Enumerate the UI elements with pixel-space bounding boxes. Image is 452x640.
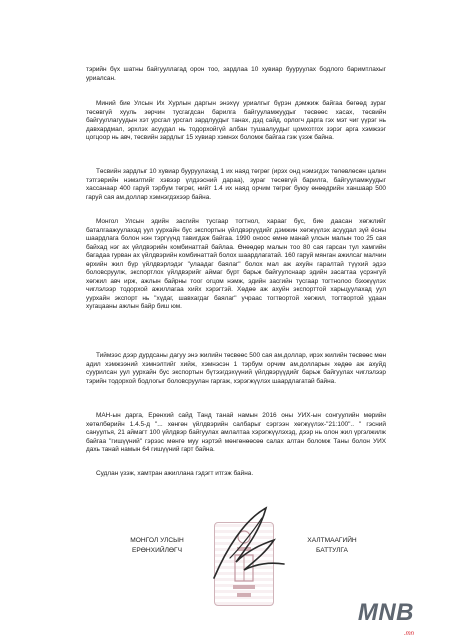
signatory-title-line-1: МОНГОЛ УЛСЫН	[130, 537, 184, 544]
paragraph-3: Төсвийн зардлыг 10 хувиар бууруулахад 1 их наяд төгрөг (ирэх онд нэмэгдэх төлөвлөсөн цалин тэтгэврийн нэмэлтийг хэвээр үлдээсний дараа), зураг төсөвгүй барилга, байгууламжуудыг хассанаар 400 гаруй тэрбум төгрөг, нийт 1.4 их наяд орчим төгрөг буюу өнөөдрийн ханшаар 500 гаруй сая ам.доллар хэмнэгдэхээр байна.	[86, 168, 386, 201]
paragraph-5: Тиймээс дээр дурдсаны дагуу энэ жилийн төсвөөс 500 сая ам.доллар, ирэх жилийн төсвөөс мөн адил хэмжээний хэмнэлтийг хийж, хэмнэсэн 1 тэрбум орчим ам.долларын хөдөө аж ахуйд суурилсан уул уурхайн бус экспортын бүтээгдэхүүний үйлдвэрүүдийг барьж байгуулах чиглэлээр тэрийн тодорхой бодлогыг боловсруулан гаргаж, хэрэгжүүлэх шаардлагатай байна.	[86, 352, 386, 385]
signatory-name-line-1: ХАЛТМААГИЙН	[307, 537, 357, 544]
signatory-title-line-2: ЕРӨНХИЙЛӨГЧ	[132, 546, 182, 554]
mnb-logo-text: MNB	[357, 599, 414, 626]
paragraph-6: МАН-ын дарга, Ерөнхий сайд Танд танай намын 2016 оны УИХ-ын сонгуулийн мөрийн хөтөлбөрийн 1.4.5-д "... хөнгөн үйлдвэрийн салбарыг сэргээн хөгжүүлэх-"21:100".. " гэсний сануулъя, 21 аймагт 100 үйлдвэр байгуулах амлалтаа хэрэгжүүлэхэд, дээр нь олон жил үргэлжилж байгаа "гишүүний" гэрээс мөнгө муу нэртэй мөнгөнөөсөө салах алтан боломж Таны болон УИХ дахь танай намын 64 гишүүний гарт байна.	[86, 412, 386, 454]
mnb-logo-domain: .mn	[403, 631, 414, 637]
signatory-name	[292, 536, 372, 555]
signatory-name-line-2: БАТТУЛГА	[316, 546, 348, 554]
paragraph-4: Монгол Улсын эдийн засгийн тусгаар тогтнол, харааг бус, бие даасан хөгжлийг баталгаажуулахад уул уурхайн бус экспортын үйлдвэрүүдийг дэмжин хөгжүүлэх асуудал зүй ёсны шаардлага болон нэн тэргүүнд тавигдаж байгаа. 1990 оноос өмнө манай улсын малын тоо 25 сая байхад нэг ах үйлдвэрийн комбинаттай байлаа. Өнөөдөр малын тоо 80 сая гарсан тул хамгийн багадаа гурван ах үйлдвэрийн комбинаттай болох шаардлагатай. 160 гаруй мянган ажилсаг малчин өрхийн жил бүр үйлдвэрлэдэг "улаадаг баялаг" болох мал аж ахуйн гаралтай түүхий эдээ боловсруулж, экспортлох үйлдвэрийг аймаг бүрт барьж байгуулснаар эдийн засагтаа үсрэнгүй хөгжил авч ирж, ажлын байрны тоог огцом нэмж, эдийн засгийн тусгаар тогтнолоо бэхжүүлэх чиглэлээр тодорхой ажиллагаа хийх хэрэгтэй. Хөдөө аж ахуйн экспорттой харьцуулахад уул уурхайн экспорт нь "хүдаг, шавхагдаг баялаг" учраас тогтвортой хөгжил, тогтвортой удаан хугацааны ажлын байр биш юм.	[86, 218, 386, 311]
paragraph-7: Судлан үзэж, хамтран ажиллана гэдэгт итгэж байна.	[96, 470, 254, 477]
mnb-watermark-logo	[350, 598, 420, 638]
handwritten-signature	[196, 500, 296, 592]
signatory-title	[112, 536, 202, 555]
paragraph-2: Миний бие Улсын Их Хурлын даргын энэхүү уриалгыг бүрэн дэмжиж байгаа бөгөөд зураг төсөвгүй хууль зөрчин тусгагдсан барилга байгууламжуудыг төсвөөс хасах, төсвийн байгууллагуудын хэт урсгал урсгал зардлуудыг танах, дэд сайд, орлогч дарга гэх мэт чиг үүрэг нь давхардмал, эрхлэх асуудал нь тодорхойгүй албан тушаалуудыг цомхотгох зэрэг арга хэмжээг цогцоор нь авч, төсвийн зардлыг 15 хувиар хэмнэх боломж байгаа гэж үзэж байна.	[86, 100, 386, 142]
paragraph-1: тэрийн бүх шатны байгууллагад орон тоо, зардлаа 10 хувиар бууруулах бодлого баримтлахыг уриалсан.	[86, 66, 386, 82]
